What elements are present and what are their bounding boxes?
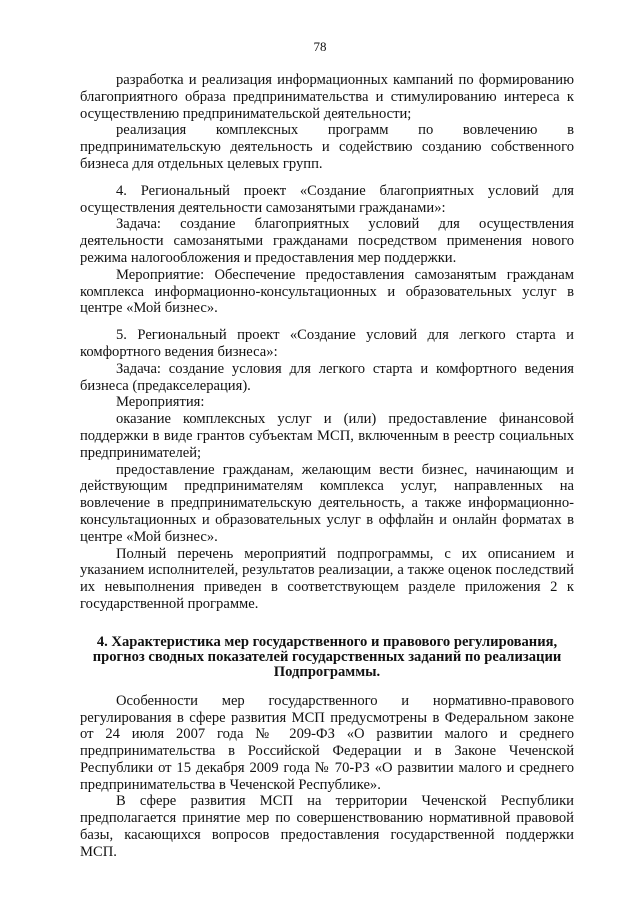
section-4-heading: 4. Характеристика мер государственного и правового регулирования, прогноз сводных показателей государственных заданий по реализации Подпрограммы. bbox=[92, 633, 562, 680]
paragraph-info-campaigns: разработка и реализация информационных кампаний по формированию благоприятного образа предпринимательства и стимулированию интереса к осуществлению предпринимательской деятельности; bbox=[80, 72, 574, 122]
section-4-paragraph-2: В сфере развития МСП на территории Чеченской Республики предполагается принятие мер по совершенствованию нормативной правовой базы, касающихся вопросов предоставления государственной поддержки МСП. bbox=[80, 793, 574, 860]
project-4-measure: Мероприятие: Обеспечение предоставления самозанятым гражданам комплекса информационно-консультационных и образовательных услуг в центре «Мой бизнес». bbox=[80, 266, 574, 317]
project-5-summary: Полный перечень мероприятий подпрограммы, с их описанием и указанием исполнителей, результатов реализации, а также оценок последствий их невыполнения приведен в соответствующем разделе приложения 2 к государственной программе. bbox=[80, 545, 574, 612]
document-body bbox=[80, 72, 574, 861]
project-5-title: 5. Региональный проект «Создание условий для легкого старта и комфортного ведения бизнеса»: bbox=[80, 327, 574, 360]
project-4-title: 4. Региональный проект «Создание благоприятных условий для осуществления деятельности самозанятыми гражданами»: bbox=[80, 182, 574, 216]
project-4-task: Задача: создание благоприятных условий для осуществления деятельности самозанятыми гражданами посредством применения нового режима налогообложения и предоставления мер поддержки. bbox=[80, 216, 574, 266]
project-5-measure-2: предоставление гражданам, желающим вести бизнес, начинающим и действующим предпринимателям комплекса услуг, направленных на вовлечение в предпринимательскую деятельность, а также информационно-консультационных и образовательных услуг в оффлайн и онлайн форматах в центре «Мой бизнес». bbox=[80, 461, 574, 545]
section-4-paragraph-1: Особенности мер государственного и нормативно-правового регулирования в сфере развития МСП предусмотрены в Федеральном законе от 24 июля 2007 года № 209-ФЗ «О развитии малого и среднего предпринимательства в Российской Федерации и в Законе Чеченской Республики от 15 декабря 2009 года № 70-РЗ «О развитии малого и среднего предпринимательства в Чеченской Республике». bbox=[80, 692, 574, 793]
page-number: 78 bbox=[313, 39, 327, 54]
project-5-measure-1: оказание комплексных услуг и (или) предоставление финансовой поддержки в виде грантов субъектам МСП, включенным в реестр социальных предпринимателей; bbox=[80, 411, 574, 461]
project-5-task: Задача: создание условия для легкого старта и комфортного ведения бизнеса (предакселерация). bbox=[80, 360, 574, 394]
project-5-measures-label: Мероприятия: bbox=[116, 394, 205, 411]
paragraph-complex-programs: реализация комплексных программ по вовлечению в предпринимательскую деятельность и содействию созданию собственного бизнеса для отдельных целевых групп. bbox=[80, 122, 574, 172]
